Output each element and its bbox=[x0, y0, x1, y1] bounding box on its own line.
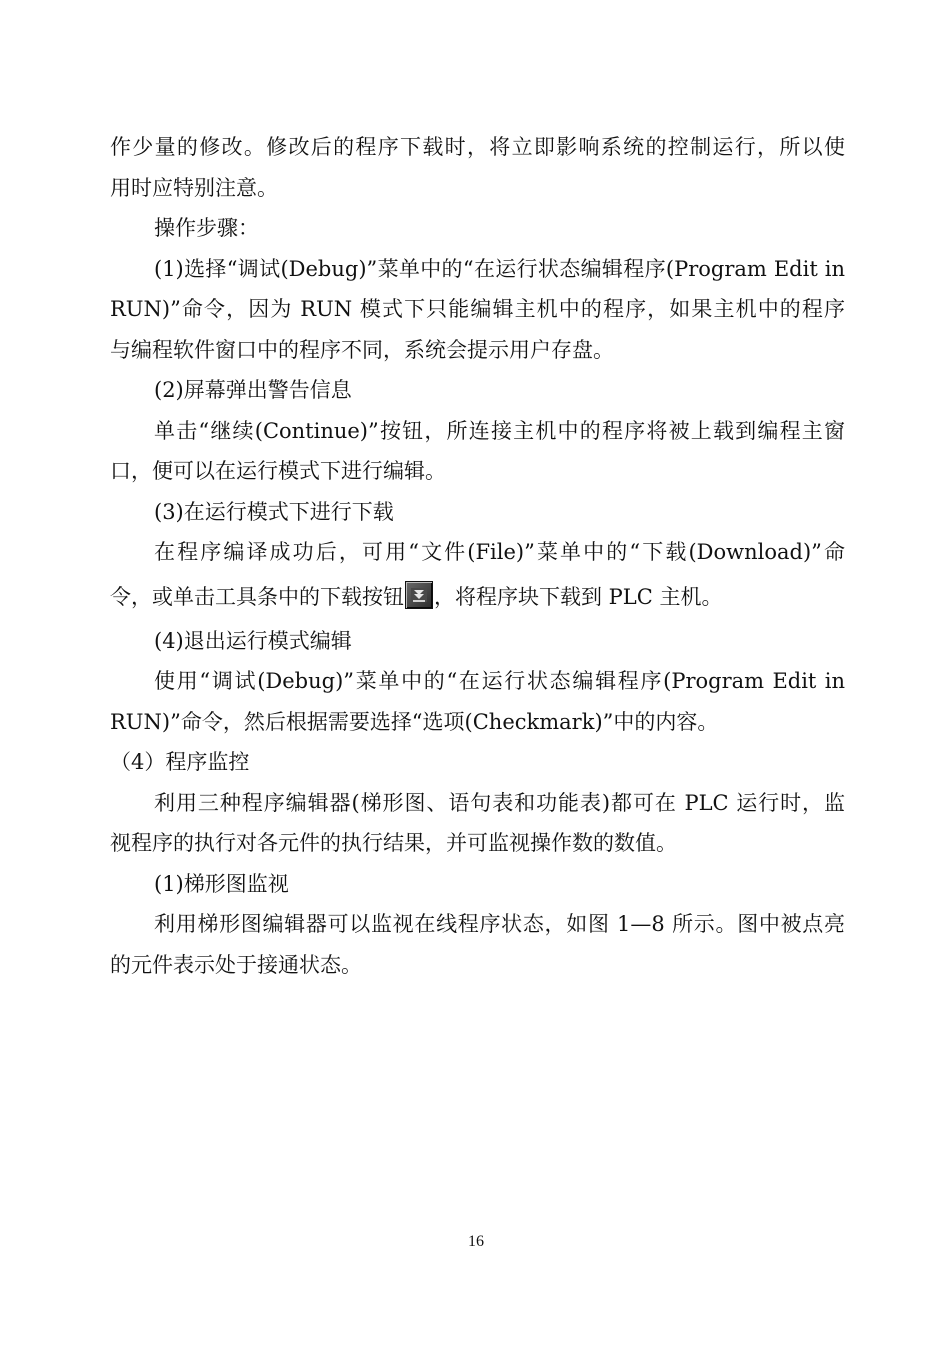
page-number: 16 bbox=[468, 1233, 484, 1250]
step-3-text-before-icon: 令，或单击工具条中的下载按钮 bbox=[110, 584, 404, 609]
step-3-title: (3)在运行模式下进行下载 bbox=[154, 499, 394, 524]
download-arrow-icon bbox=[409, 585, 429, 605]
step-4-line: RUN)”命令，然后根据需要选择“选项(Checkmark)”中的内容。 bbox=[110, 709, 719, 734]
step-3-text-after-icon: ，将程序块下载到 PLC 主机。 bbox=[434, 584, 723, 609]
ladder-monitor-line: 利用梯形图编辑器可以监视在线程序状态，如图 1—8 所示。图中被点亮 bbox=[154, 912, 845, 936]
step-2-line: 单击“继续(Continue)”按钮，所连接主机中的程序将被上载到编程主窗 bbox=[154, 418, 845, 443]
section-heading-monitoring: （4）程序监控 bbox=[110, 750, 250, 774]
step-4-line: 使用“调试(Debug)”菜单中的“在运行状态编辑程序(Program Edit in bbox=[154, 669, 845, 693]
step-1-line: RUN)”命令，因为 RUN 模式下只能编辑主机中的程序，如果主机中的程序 bbox=[110, 297, 845, 321]
step-3-line: 在程序编译成功后，可用“文件(File)”菜单中的“下载(Download)”命 bbox=[154, 540, 845, 564]
step-1-line: 与编程软件窗口中的程序不同，系统会提示用户存盘。 bbox=[110, 337, 614, 362]
step-1-line: (1)选择“调试(Debug)”菜单中的“在运行状态编辑程序(Program Edit in bbox=[154, 256, 845, 281]
step-2-line: 口，便可以在运行模式下进行编辑。 bbox=[110, 459, 446, 483]
paragraph-line: 作少量的修改。修改后的程序下载时，将立即影响系统的控制运行，所以使 bbox=[110, 135, 845, 159]
ladder-monitor-title: (1)梯形图监视 bbox=[154, 871, 289, 896]
document-body bbox=[110, 127, 845, 985]
monitoring-line: 利用三种程序编辑器(梯形图、语句表和功能表)都可在 PLC 运行时，监 bbox=[154, 790, 845, 815]
steps-heading: 操作步骤： bbox=[154, 216, 259, 240]
step-3-line bbox=[110, 573, 845, 621]
step-4-title: (4)退出运行模式编辑 bbox=[154, 628, 352, 653]
ladder-monitor-line: 的元件表示处于接通状态。 bbox=[110, 952, 362, 977]
paragraph-line: 用时应特别注意。 bbox=[110, 175, 278, 200]
monitoring-line: 视程序的执行对各元件的执行结果，并可监视操作数的数值。 bbox=[110, 831, 677, 855]
download-toolbar-icon bbox=[405, 581, 433, 609]
step-2-title: (2)屏幕弹出警告信息 bbox=[154, 378, 352, 402]
